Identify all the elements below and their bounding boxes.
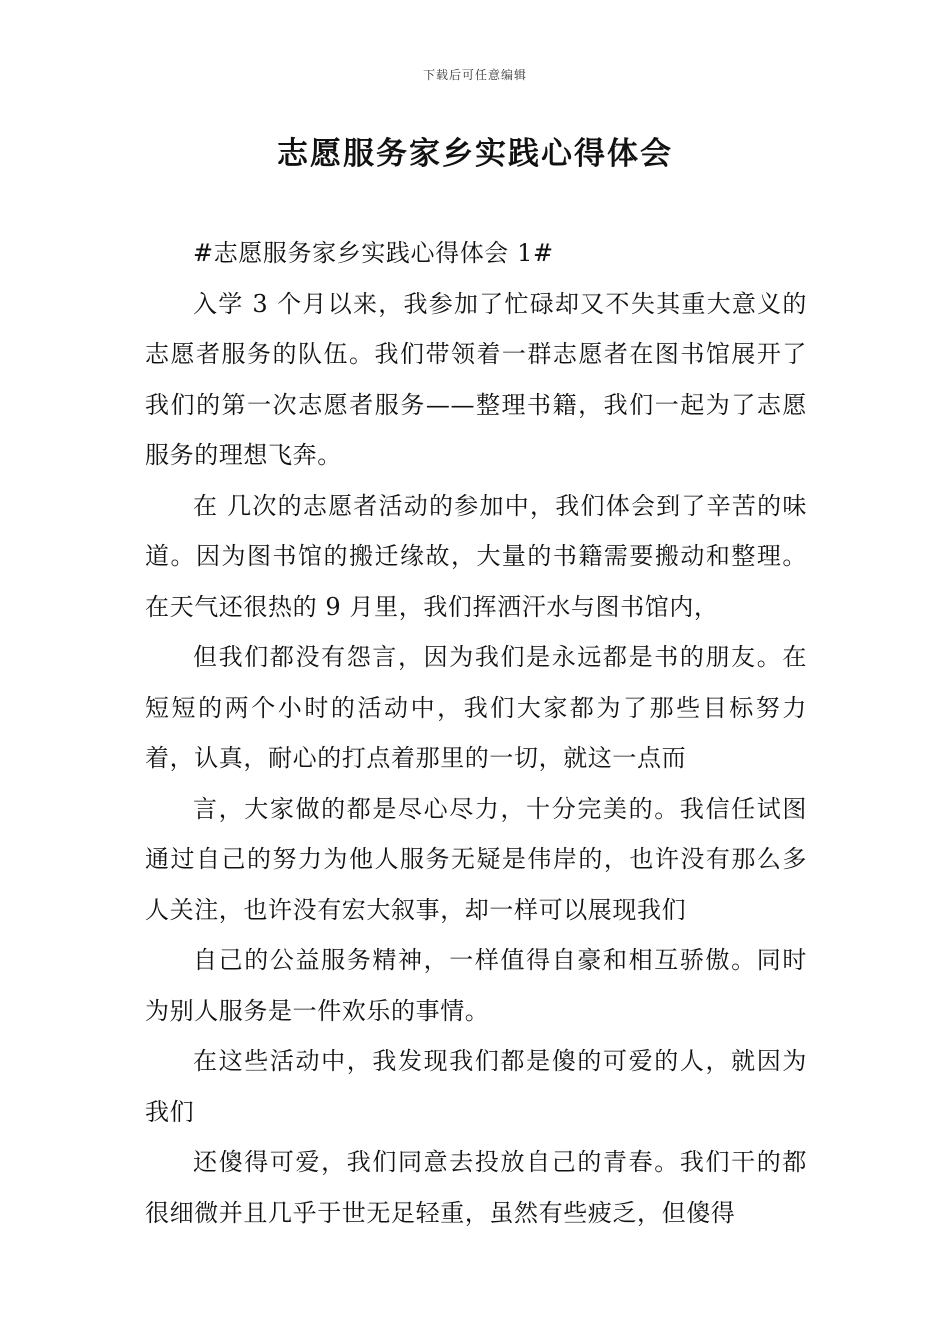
paragraph: 在 几次的志愿者活动的参加中，我们体会到了辛苦的味道。因为图书馆的搬迁缘故，大量的书籍需要搬动和整理。在天气还很热的 9 月里，我们挥洒汗水与图书馆内， [145,491,807,621]
document-body [145,228,807,1238]
paragraph: 自己的公益服务精神，一样值得自豪和相互骄傲。同时为别人服务是一件欢乐的事情。 [145,946,807,1025]
document-title: 志愿服务家乡实践心得体会 [277,136,673,172]
paragraph: 入学 3 个月以来，我参加了忙碌却又不失其重大意义的志愿者服务的队伍。我们带领着一群志愿者在图书馆展开了我们的第一次志愿者服务——整理书籍，我们一起为了志愿服务的理想飞奔。 [145,289,807,469]
section-heading: #志愿服务家乡实践心得体会 1# [193,239,554,267]
paragraph: 还傻得可爱，我们同意去投放自己的青春。我们干的都很细微并且几乎于世无足轻重，虽然有些疲乏，但傻得 [145,1148,807,1227]
paragraph: 但我们都没有怨言，因为我们是永远都是书的朋友。在短短的两个小时的活动中，我们大家都为了那些目标努力着，认真，耐心的打点着那里的一切，就这一点而 [145,643,807,772]
paragraph: 言，大家做的都是尽心尽力，十分完美的。我信任试图通过自己的努力为他人服务无疑是伟岸的，也许没有那么多人关注，也许没有宏大叙事，却一样可以展现我们 [145,794,807,924]
header-note: 下载后可任意编辑 [422,68,527,82]
paragraph: 在这些活动中，我发现我们都是傻的可爱的人，就因为我们 [145,1047,807,1126]
